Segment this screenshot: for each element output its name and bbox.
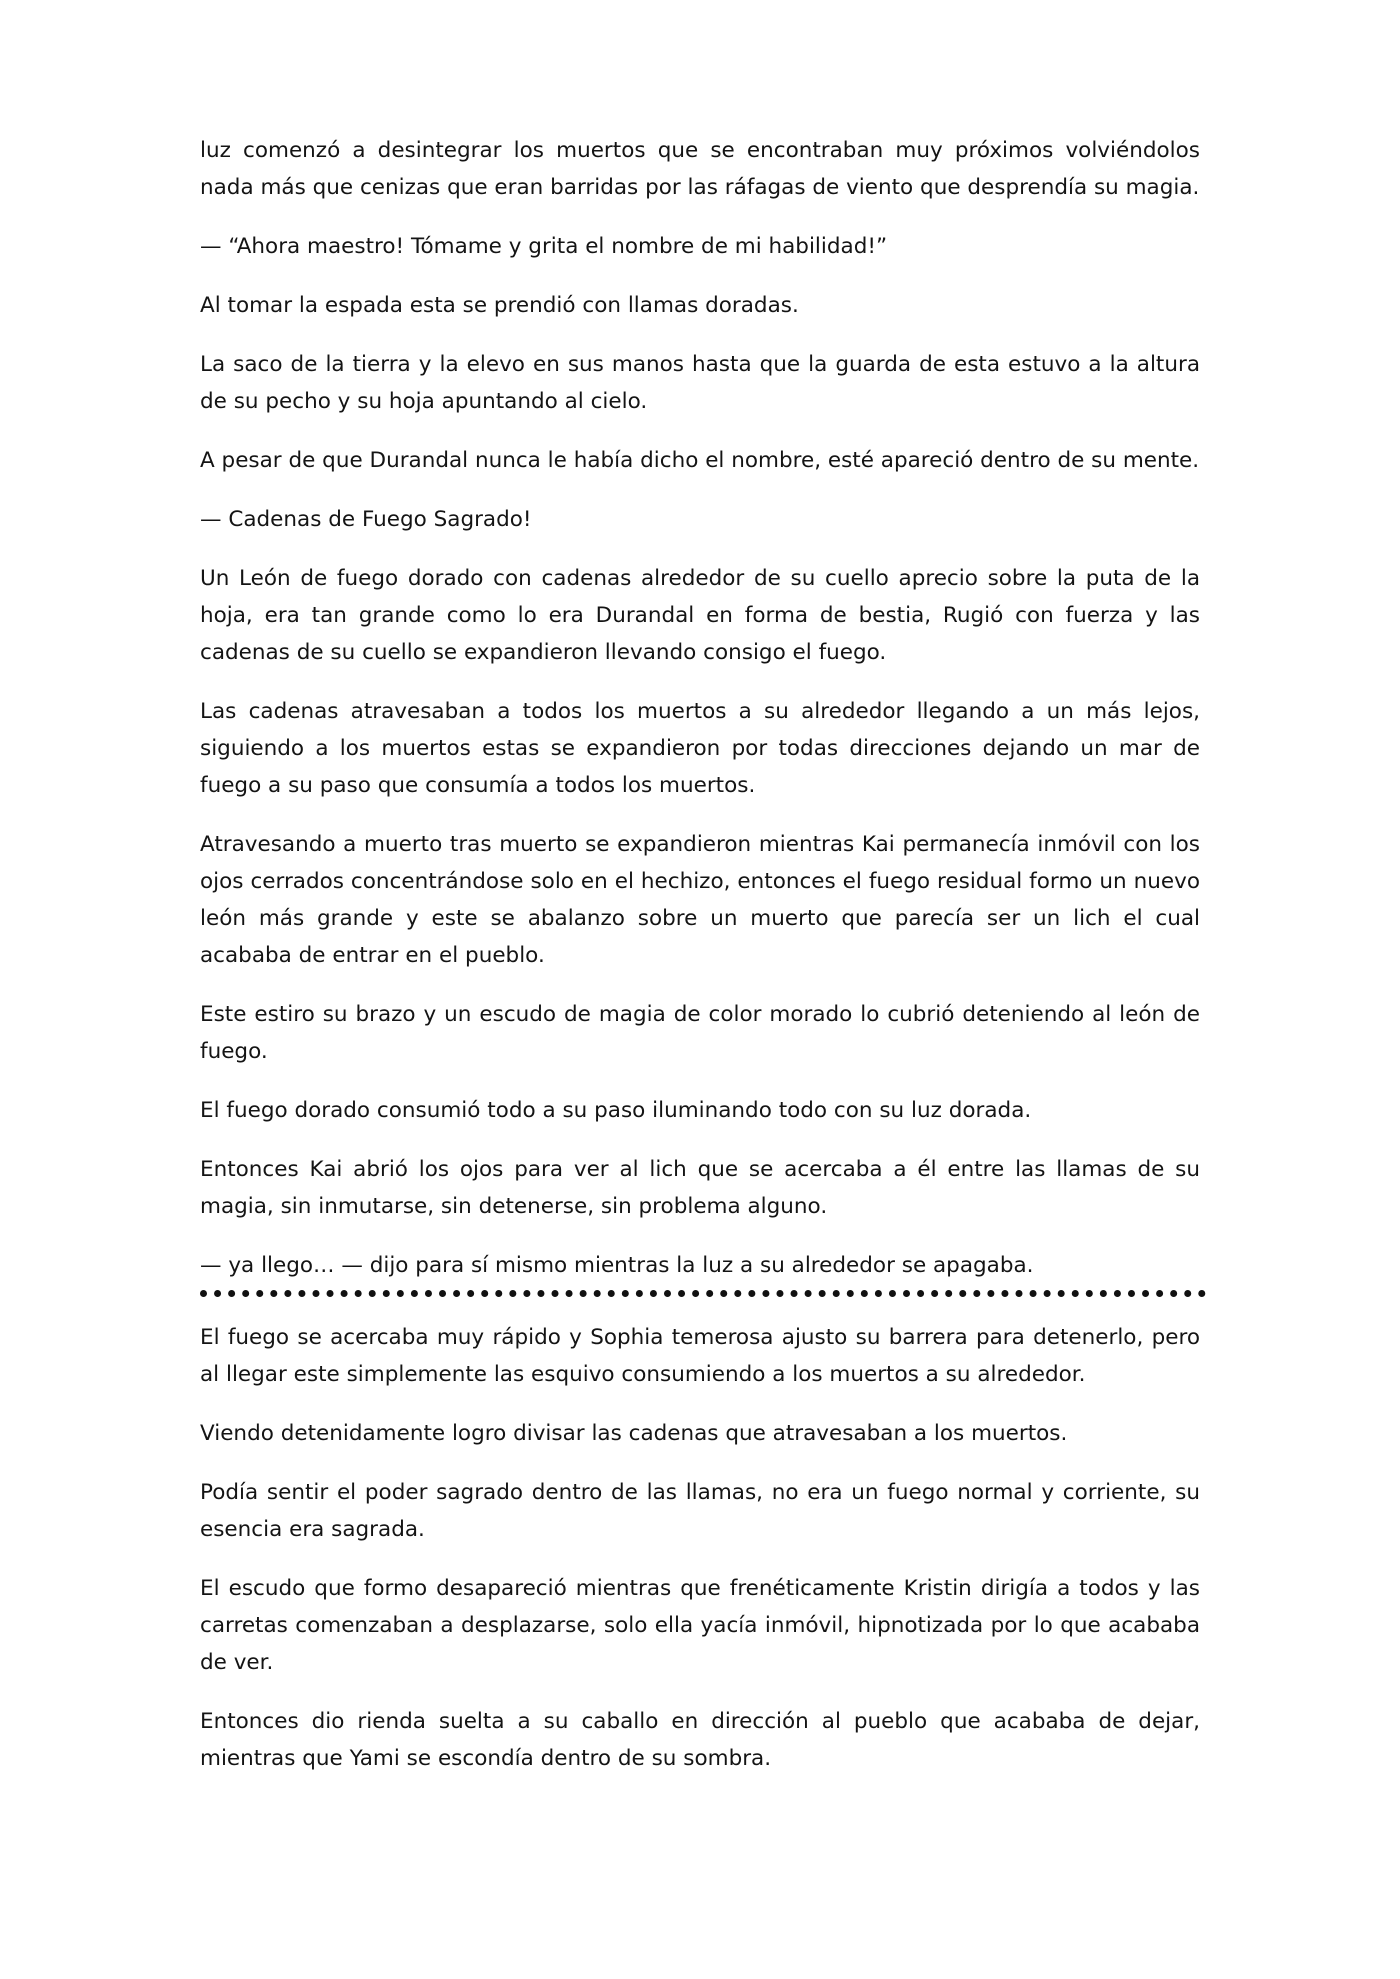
document-page xyxy=(200,132,1200,1799)
dialogue-line: — Cadenas de Fuego Sagrado! xyxy=(200,507,532,532)
paragraph: Entonces Kai abrió los ojos para ver al lich que se acercaba a él entre las llamas de su magia, sin inmutarse, sin detenerse, sin problema alguno. xyxy=(200,1157,1200,1219)
dialogue-line: — “Ahora maestro! Tómame y grita el nombre de mi habilidad!” xyxy=(200,234,888,259)
section-one xyxy=(200,132,1200,1284)
paragraph: Este estiro su brazo y un escudo de magia de color morado lo cubrió deteniendo al león de fuego. xyxy=(200,1002,1200,1064)
paragraph: A pesar de que Durandal nunca le había dicho el nombre, esté apareció dentro de su mente. xyxy=(200,448,1200,473)
paragraph: Podía sentir el poder sagrado dentro de las llamas, no era un fuego normal y corriente, su esencia era sagrada. xyxy=(200,1480,1200,1542)
paragraph: Un León de fuego dorado con cadenas alrededor de su cuello aprecio sobre la puta de la hoja, era tan grande como lo era Durandal en forma de bestia, Rugió con fuerza y las cadenas de su cuello se expandieron llevando consigo el fuego. xyxy=(200,566,1200,665)
section-two xyxy=(200,1319,1200,1777)
paragraph: Viendo detenidamente logro divisar las cadenas que atravesaban a los muertos. xyxy=(200,1421,1068,1446)
paragraph: Atravesando a muerto tras muerto se expandieron mientras Kai permanecía inmóvil con los ojos cerrados concentrándose solo en el hechizo, entonces el fuego residual formo un nuevo león más grande y este se abalanzo sobre un muerto que parecía ser un lich el cual acababa de entrar en el pueblo. xyxy=(200,832,1200,968)
paragraph: Al tomar la espada esta se prendió con llamas doradas. xyxy=(200,293,799,318)
paragraph: Las cadenas atravesaban a todos los muertos a su alrededor llegando a un más lejos, siguiendo a los muertos estas se expandieron por todas direcciones dejando un mar de fuego a su paso que consumía a todos los muertos. xyxy=(200,699,1200,798)
paragraph: luz comenzó a desintegrar los muertos que se encontraban muy próximos volviéndolos nada más que cenizas que eran barridas por las ráfagas de viento que desprendía su magia. xyxy=(200,138,1200,200)
dialogue-line: — ya llego… — dijo para sí mismo mientras la luz a su alrededor se apagaba. xyxy=(200,1253,1034,1278)
paragraph: Entonces dio rienda suelta a su caballo en dirección al pueblo que acababa de dejar, mientras que Yami se escondía dentro de su sombra. xyxy=(200,1709,1200,1771)
paragraph: El fuego se acercaba muy rápido y Sophia temerosa ajusto su barrera para detenerlo, pero al llegar este simplemente las esquivo consumiendo a los muertos a su alrededor. xyxy=(200,1325,1200,1387)
paragraph: El fuego dorado consumió todo a su paso iluminando todo con su luz dorada. xyxy=(200,1098,1032,1123)
paragraph: La saco de la tierra y la elevo en sus manos hasta que la guarda de esta estuvo a la altura de su pecho y su hoja apuntando al cielo. xyxy=(200,352,1200,414)
scene-break-divider xyxy=(200,1290,1206,1297)
paragraph: El escudo que formo desapareció mientras que frenéticamente Kristin dirigía a todos y las carretas comenzaban a desplazarse, solo ella yacía inmóvil, hipnotizada por lo que acababa de ver. xyxy=(200,1576,1200,1675)
